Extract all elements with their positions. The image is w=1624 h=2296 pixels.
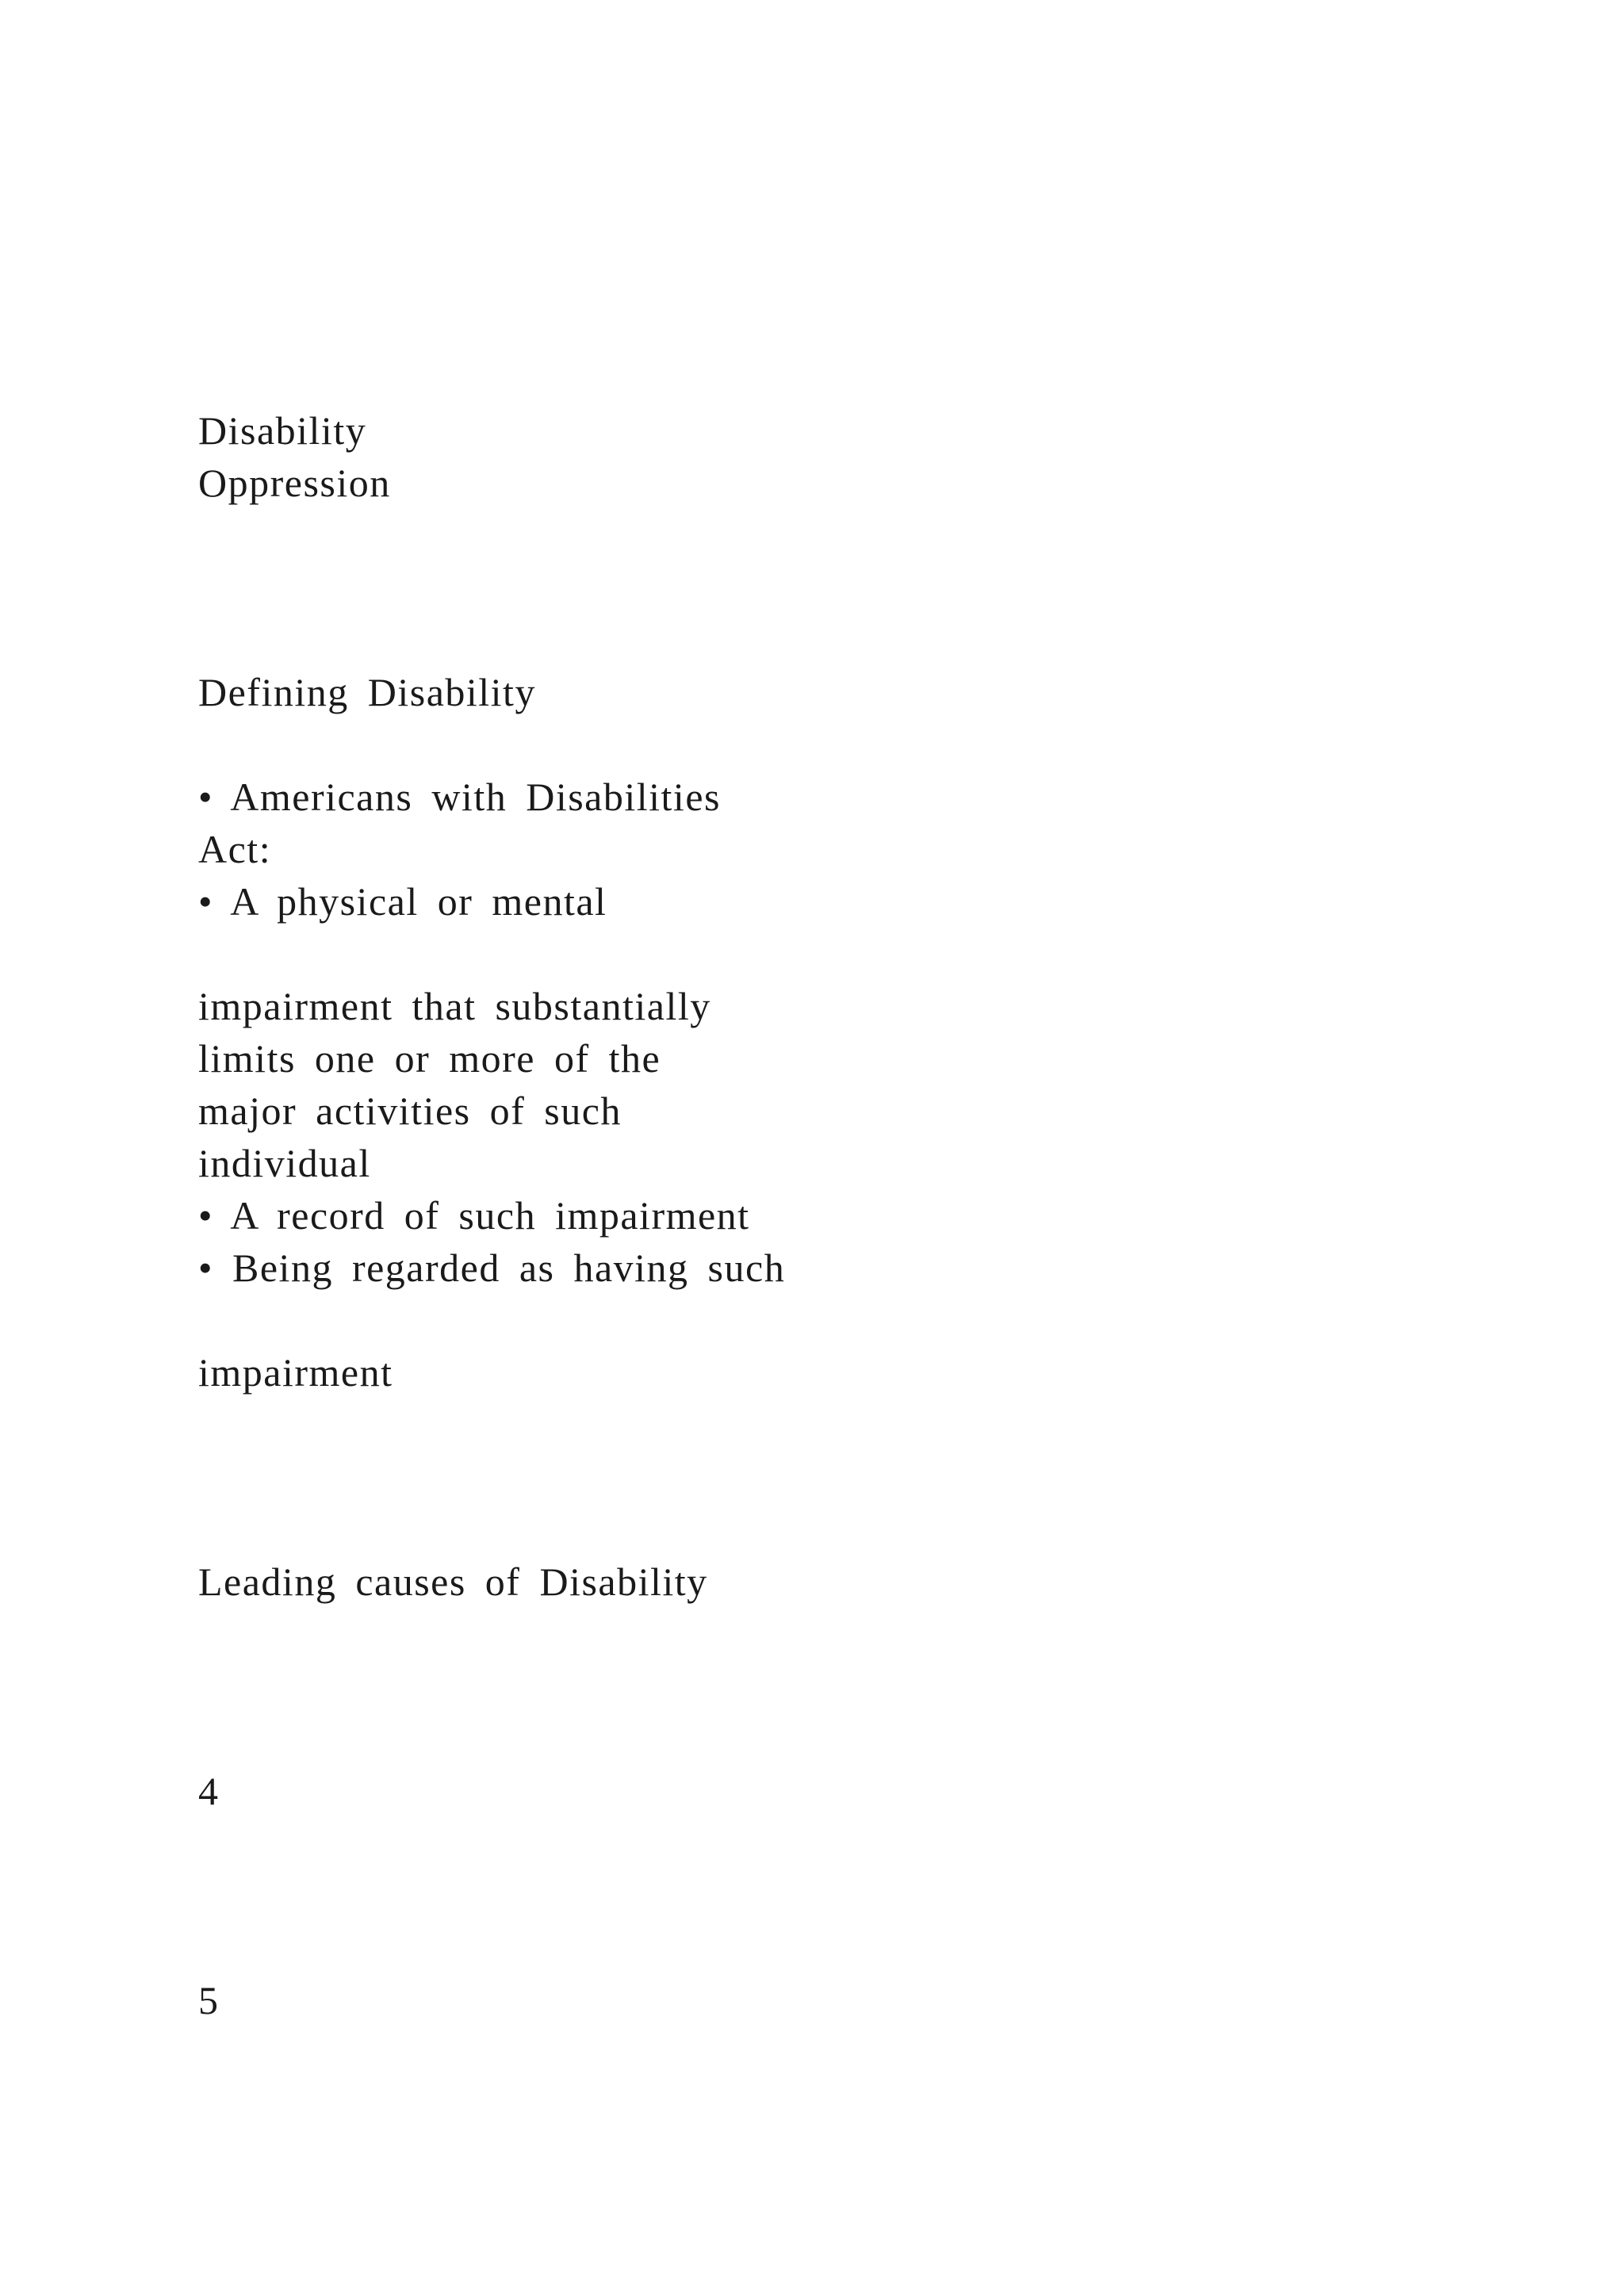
bullet-regarded-continuation: impairment	[198, 1350, 393, 1395]
bullet-record-impairment: • A record of such impairment	[198, 1193, 750, 1238]
section-heading-defining-disability: Defining Disability	[198, 670, 536, 714]
page-number: 4	[198, 1769, 220, 1813]
bullet-ada-line-1: • Americans with Disabilities	[198, 775, 721, 819]
bullet-physical-mental: • A physical or mental	[198, 879, 607, 924]
bullet-ada-line-2: Act:	[198, 827, 272, 871]
body-line-1: impairment that substantially	[198, 984, 711, 1028]
bullet-regarded-having: • Being regarded as having such	[198, 1246, 786, 1290]
body-line-3: major activities of such	[198, 1089, 622, 1133]
section-heading-leading-causes: Leading causes of Disability	[198, 1559, 708, 1604]
body-line-2: limits one or more of the	[198, 1036, 661, 1081]
title-line-1: Disability	[198, 408, 367, 453]
body-line-4: individual	[198, 1141, 371, 1185]
title-line-2: Oppression	[198, 461, 391, 505]
page-number: 5	[198, 1978, 220, 2022]
